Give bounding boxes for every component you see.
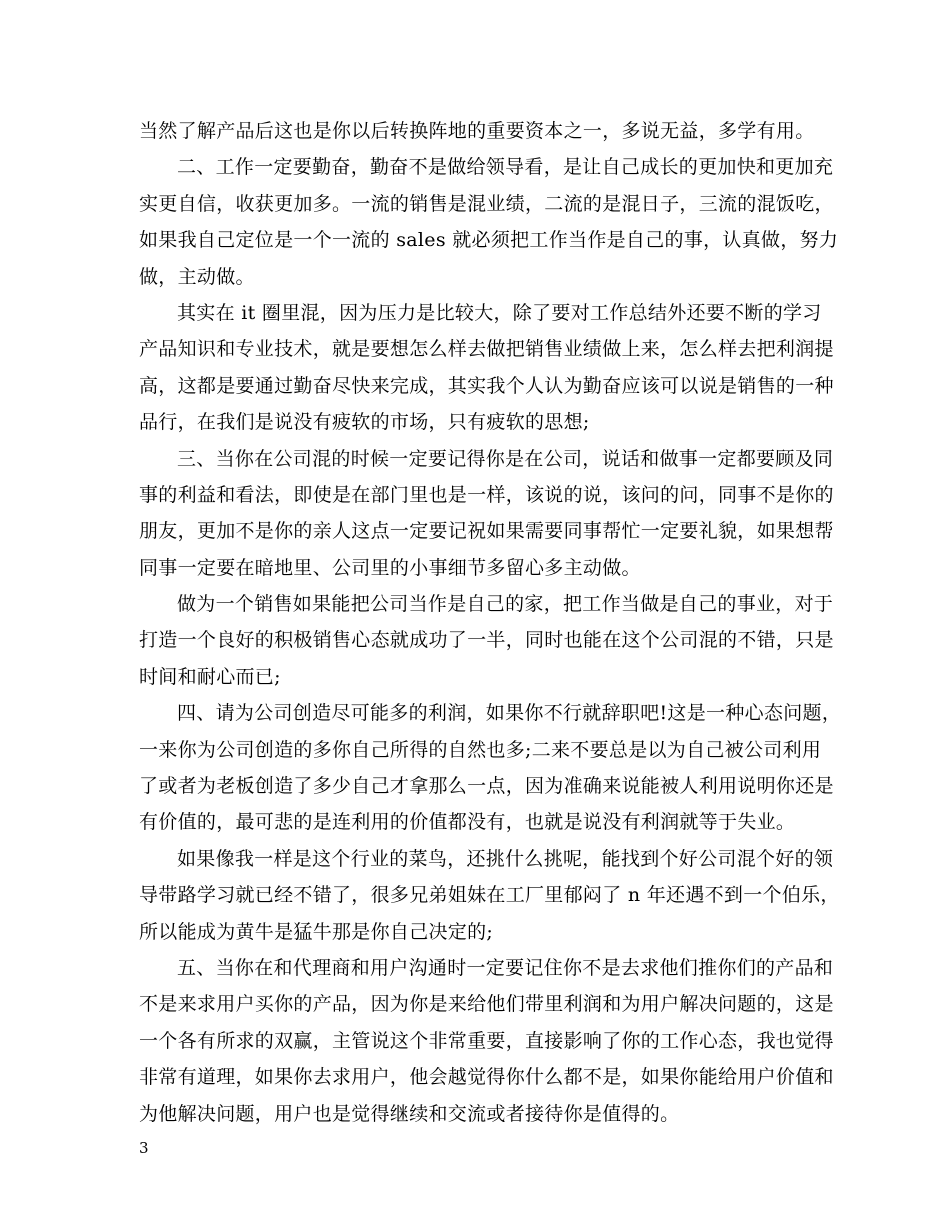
text-line: 做为一个销售如果能把公司当作是自己的家，把工作当做是自己的事业，对于 (177, 593, 834, 616)
text-line: 当然了解产品后这也是你以后转换阵地的重要资本之一，多说无益，多学有用。 (139, 120, 815, 142)
text-line: 朋友，更加不是你的亲人这点一定要记祝如果需要同事帮忙一定要礼貌，如果想帮 (139, 520, 834, 543)
text-line: 一来你为公司创造的多你自己所得的自然也多;二来不要总是以为自己被公司利用 (139, 738, 822, 761)
text-line: 如果我自己定位是一个一流的 sales 就必须把工作当作是自己的事，认真做，努力 (139, 229, 839, 252)
text-line: 所以能成为黄牛是猛牛那是你自己决定的; (139, 920, 494, 943)
text-line: 有价值的，最可悲的是连利用的价值都没有，也就是说没有利润就等于失业。 (139, 811, 796, 834)
page-number: 3 (139, 1139, 149, 1157)
text-line: 三、当你在公司混的时候一定要记得你是在公司，说话和做事一定都要顾及同 (177, 447, 834, 470)
text-line: 时间和耐心而已; (139, 665, 281, 688)
text-line: 高，这都是要通过勤奋尽快来完成，其实我个人认为勤奋应该可以说是销售的一种 (139, 374, 834, 397)
text-line: 产品知识和专业技术，就是要想怎么样去做把销售业绩做上来，怎么样去把利润提 (139, 338, 834, 361)
text-line: 打造一个良好的积极销售心态就成功了一半，同时也能在这个公司混的不错，只是 (139, 629, 834, 652)
text-line: 非常有道理，如果你去求用户，他会越觉得你什么都不是，如果你能给用户价值和 (139, 1066, 834, 1089)
text-line: 做，主动做。 (139, 265, 255, 288)
text-line: 一个各有所求的双赢，主管说这个非常重要，直接影响了你的工作心态，我也觉得 (139, 1029, 834, 1052)
text-line: 导带路学习就已经不错了，很多兄弟姐妹在工厂里郁闷了 n 年还遇不到一个伯乐， (139, 884, 840, 907)
text-line: 五、当你在和代理商和用户沟通时一定要记住你不是去求他们推你们的产品和 (177, 956, 834, 979)
text-line: 品行，在我们是说没有疲软的市场，只有疲软的思想; (139, 411, 590, 434)
text-line: 不是来求用户买你的产品，因为你是来给他们带里利润和为用户解决问题的，这是 (139, 993, 834, 1016)
text-line: 为他解决问题，用户也是觉得继续和交流或者接待你是值得的。 (139, 1102, 680, 1125)
document-body (139, 113, 842, 1132)
text-line: 如果像我一样是这个行业的菜鸟，还挑什么挑呢，能找到个好公司混个好的领 (177, 847, 834, 870)
text-line: 了或者为老板创造了多少自己才拿那么一点，因为准确来说能被人利用说明你还是 (139, 775, 834, 798)
text-line: 其实在 it 圈里混，因为压力是比较大，除了要对工作总结外还要不断的学习 (177, 301, 822, 324)
text-line: 同事一定要在暗地里、公司里的小事细节多留心多主动做。 (139, 556, 641, 579)
text-line: 实更自信，收获更加多。一流的销售是混业绩，二流的是混日子，三流的混饭吃， (139, 192, 834, 215)
text-line: 四、请为公司创造尽可能多的利润，如果你不行就辞职吧!这是一种心态问题， (177, 702, 842, 725)
text-line: 二、工作一定要勤奋，勤奋不是做给领导看，是让自己成长的更加快和更加充 (177, 156, 834, 179)
text-line: 事的利益和看法，即使是在部门里也是一样，该说的说，该问的问，同事不是你的 (139, 483, 834, 506)
